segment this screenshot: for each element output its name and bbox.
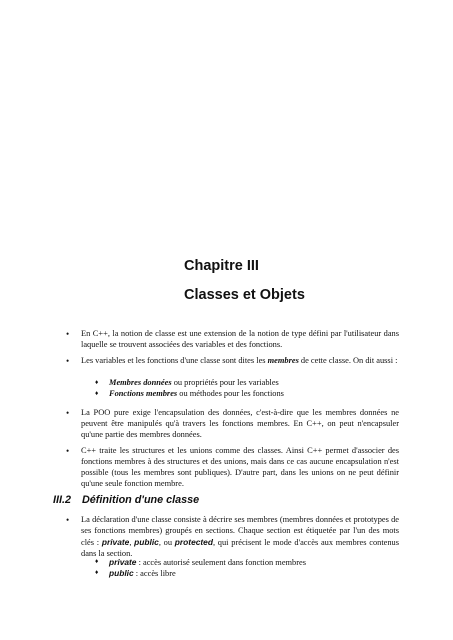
keyword-public: public (134, 536, 159, 547)
keyword-private: private (101, 536, 130, 547)
term-membres: membres (267, 356, 299, 365)
section-number: III.2 (53, 494, 72, 506)
list-item-private: ♦ private : accès autorisé seulement dans fonction membres (109, 557, 399, 569)
section-title: Définition d'une classe (82, 494, 200, 506)
list-item-fonctions-membres: ♦ Fonctions membres ou méthodes pour les fonctions (109, 389, 399, 400)
paragraph-encapsulation: • La POO pure exige l'encapsulation des données, c'est-à-dire que les membres données ne peuvent être manipulés qu'à travers les fonctions membres. En C++, on peut n'encapsuler qu'une partie des membres données. (81, 408, 399, 441)
paragraph-class-notion: • En C++, la notion de classe est une extension de la notion de type défini par l'utilisateur dans laquelle se trouvent associées des variables et des fonctions. (81, 329, 399, 351)
list-item-public: ♦ public : accès libre (109, 568, 399, 580)
section-heading (53, 494, 199, 506)
chapter-number: Chapitre III (184, 258, 259, 274)
paragraph-structures-unions: • C++ traite les structures et les unions comme des classes. Ainsi C++ permet d'associer des fonctions membres à des structures et des unions, mais dans ce cas aucune encapsulation n'est possible (tous les membres sont publiques). D'autre part, dans les unions on ne peut définir qu'une seule fonction membre. (81, 446, 399, 490)
paragraph-members: • Les variables et les fonctions d'une classe sont dites les membres de cette classe. On dit aussi : (81, 356, 399, 367)
chapter-title: Classes et Objets (184, 287, 305, 303)
paragraph-class-declaration: • La déclaration d'une classe consiste à décrire ses membres (membres données et prototypes de ses fonctions membres) groupés en sections. Chaque section est étiquetée par l'un des mots clés : private, public, ou protected, qui précisent le mode d'accès aux membres contenus dans la section. (81, 515, 399, 560)
list-item-membres-donnees: ♦ Membres données ou propriétés pour les variables (109, 378, 399, 389)
keyword-protected: protected (174, 536, 213, 547)
